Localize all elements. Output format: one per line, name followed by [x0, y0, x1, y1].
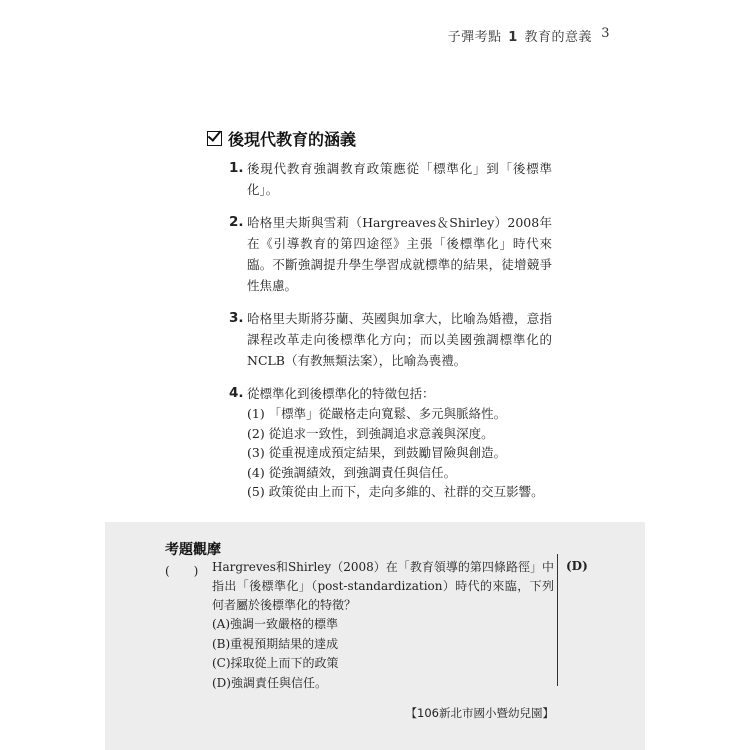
option-d: (D)強調責任與信任。	[212, 675, 327, 690]
list-item	[229, 212, 552, 296]
list-item	[229, 158, 552, 200]
sub-item: (5) 政策從由上而下，走向多維的、社群的交互影響。	[247, 484, 544, 499]
option-b: (B)重視預期結果的達成	[212, 636, 339, 651]
answer-blank: ( )	[165, 564, 199, 578]
page-number: 3	[601, 26, 610, 41]
sub-item: (4) 從強調績效，到強調責任與信任。	[247, 464, 457, 480]
answer-divider	[557, 554, 558, 686]
item-content	[247, 383, 552, 502]
item-text: 哈格里夫斯與雪莉（Hargreaves＆Shirley）2008年在《引導教育的第四途徑》主張「後標準化」時代來臨。不斷強調提升學生學習成就標準的結果，徒增競爭性焦慮。	[247, 215, 552, 293]
section-postmodern-education	[207, 127, 552, 514]
sub-item: (3) 從重視達成預定結果，到鼓勵冒險與創造。	[247, 445, 507, 460]
section-heading	[207, 127, 552, 150]
chapter-title: 教育的意義	[524, 30, 592, 45]
chapter-number: 1	[508, 30, 518, 45]
option-c: (C)採取從上而下的政策	[212, 656, 339, 670]
section-title: 後現代教育的涵義	[228, 130, 357, 149]
exam-practice-panel	[105, 522, 645, 750]
running-header	[447, 26, 610, 45]
item-number: 1.	[229, 160, 244, 176]
sub-list	[247, 404, 552, 502]
checkbox-checked-icon	[207, 131, 222, 146]
option-a: (A)強調一致嚴格的標準	[212, 617, 339, 631]
sub-item: (1) 「標準」從嚴格走向寬鬆、多元與脈絡性。	[247, 406, 507, 421]
item-text: 哈格里夫斯將芬蘭、英國與加拿大，比喻為婚禮，意指課程改革走向後標準化方向；而以美國強調標準化的NCLB（有教無類法案），比喻為喪禮。	[247, 311, 552, 368]
item-number: 4.	[229, 385, 244, 401]
item-number: 3.	[229, 310, 244, 326]
running-title-prefix: 子彈考點	[447, 30, 502, 45]
item-text: 從標準化到後標準化的特徵包括：	[247, 386, 435, 401]
item-text: 後現代教育強調教育政策應從「標準化」到「後標準化」。	[247, 161, 552, 197]
question-stem: Hargreves和Shirley（2008）在「教育領導的第四條路徑」中指出「後標準化」（post-standardization）時代的來臨，下列何者屬於後標準化的特徵？	[212, 560, 554, 612]
item-number: 2.	[229, 214, 244, 230]
exam-title: 考題觀摩	[165, 542, 221, 558]
sub-item: (2) 從追求一致性，到強調追求意義與深度。	[247, 425, 494, 441]
list-item	[229, 383, 552, 502]
answer-key: (D)	[566, 559, 588, 573]
exam-question	[212, 558, 554, 720]
exam-source: 【106新北市國小暨幼兒園】	[405, 706, 554, 720]
list-item	[229, 308, 552, 371]
